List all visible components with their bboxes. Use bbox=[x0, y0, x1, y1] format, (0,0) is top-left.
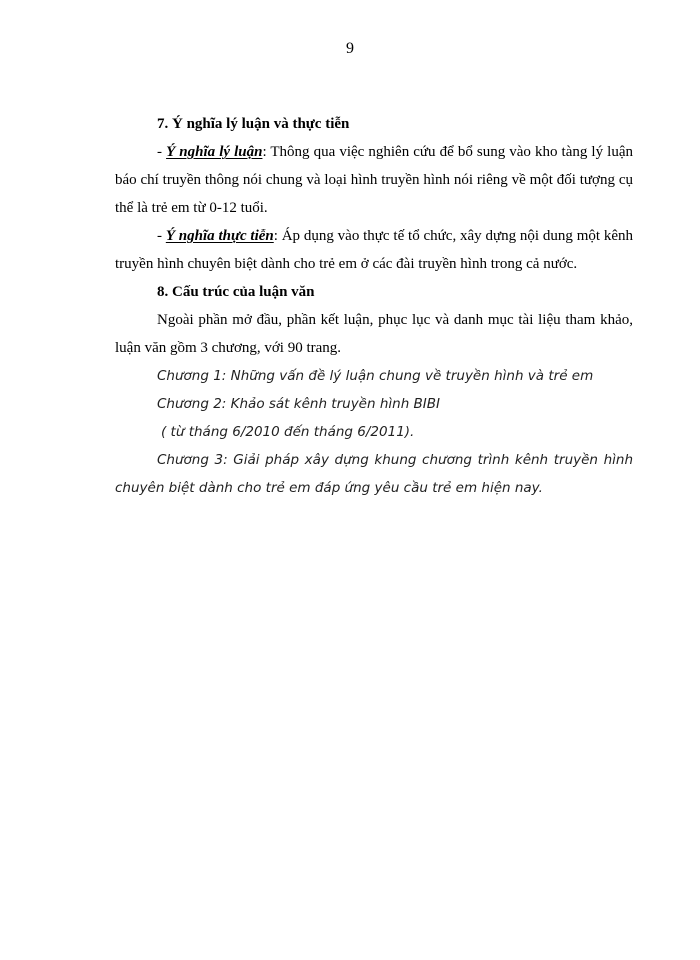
chapter-2-line: Chương 2: Khảo sát kênh truyền hình BIBI bbox=[157, 396, 441, 412]
theory-meaning-text: : Thông qua việc nghiên cứu để bổ sung vào kho tàng lý luận báo chí truyền thông nói chung và loại hình truyền hình nói riêng về một đối tượng cụ thể là trẻ em từ 0-12 tuổi. bbox=[115, 144, 633, 216]
theory-dash: - bbox=[157, 144, 167, 160]
section-8-heading: 8. Cấu trúc của luận văn bbox=[157, 284, 315, 300]
chapter-3-line: Chương 3: Giải pháp xây dựng khung chương trình kênh truyền hình chuyên biệt dành cho trẻ em đáp ứng yêu cầu trẻ em hiện nay. bbox=[115, 452, 633, 496]
document-body bbox=[115, 110, 633, 502]
theory-meaning-label: Ý nghĩa lý luận bbox=[166, 144, 263, 160]
chapter-2-period-note: ( từ tháng 6/2010 đến tháng 6/2011). bbox=[161, 424, 415, 440]
chapter-1-line: Chương 1: Những vấn đề lý luận chung về truyền hình và trẻ em bbox=[157, 368, 594, 384]
practice-meaning-text: : Áp dụng vào thực tế tổ chức, xây dựng nội dung một kênh truyền hình chuyên biệt dành cho trẻ em ở các đài truyền hình trong cả nước. bbox=[115, 228, 634, 272]
section-7-heading: 7. Ý nghĩa lý luận và thực tiễn bbox=[157, 116, 350, 132]
theory-meaning-paragraph bbox=[115, 138, 633, 222]
practice-meaning-paragraph bbox=[115, 222, 633, 278]
practice-dash: - bbox=[157, 228, 166, 244]
practice-meaning-label: Ý nghĩa thực tiễn bbox=[165, 228, 274, 244]
page-number: 9 bbox=[346, 40, 354, 57]
structure-intro-paragraph: Ngoài phần mở đầu, phần kết luận, phục lục và danh mục tài liệu tham khảo, luận văn gồm 3 chương, với 90 trang. bbox=[115, 312, 633, 356]
